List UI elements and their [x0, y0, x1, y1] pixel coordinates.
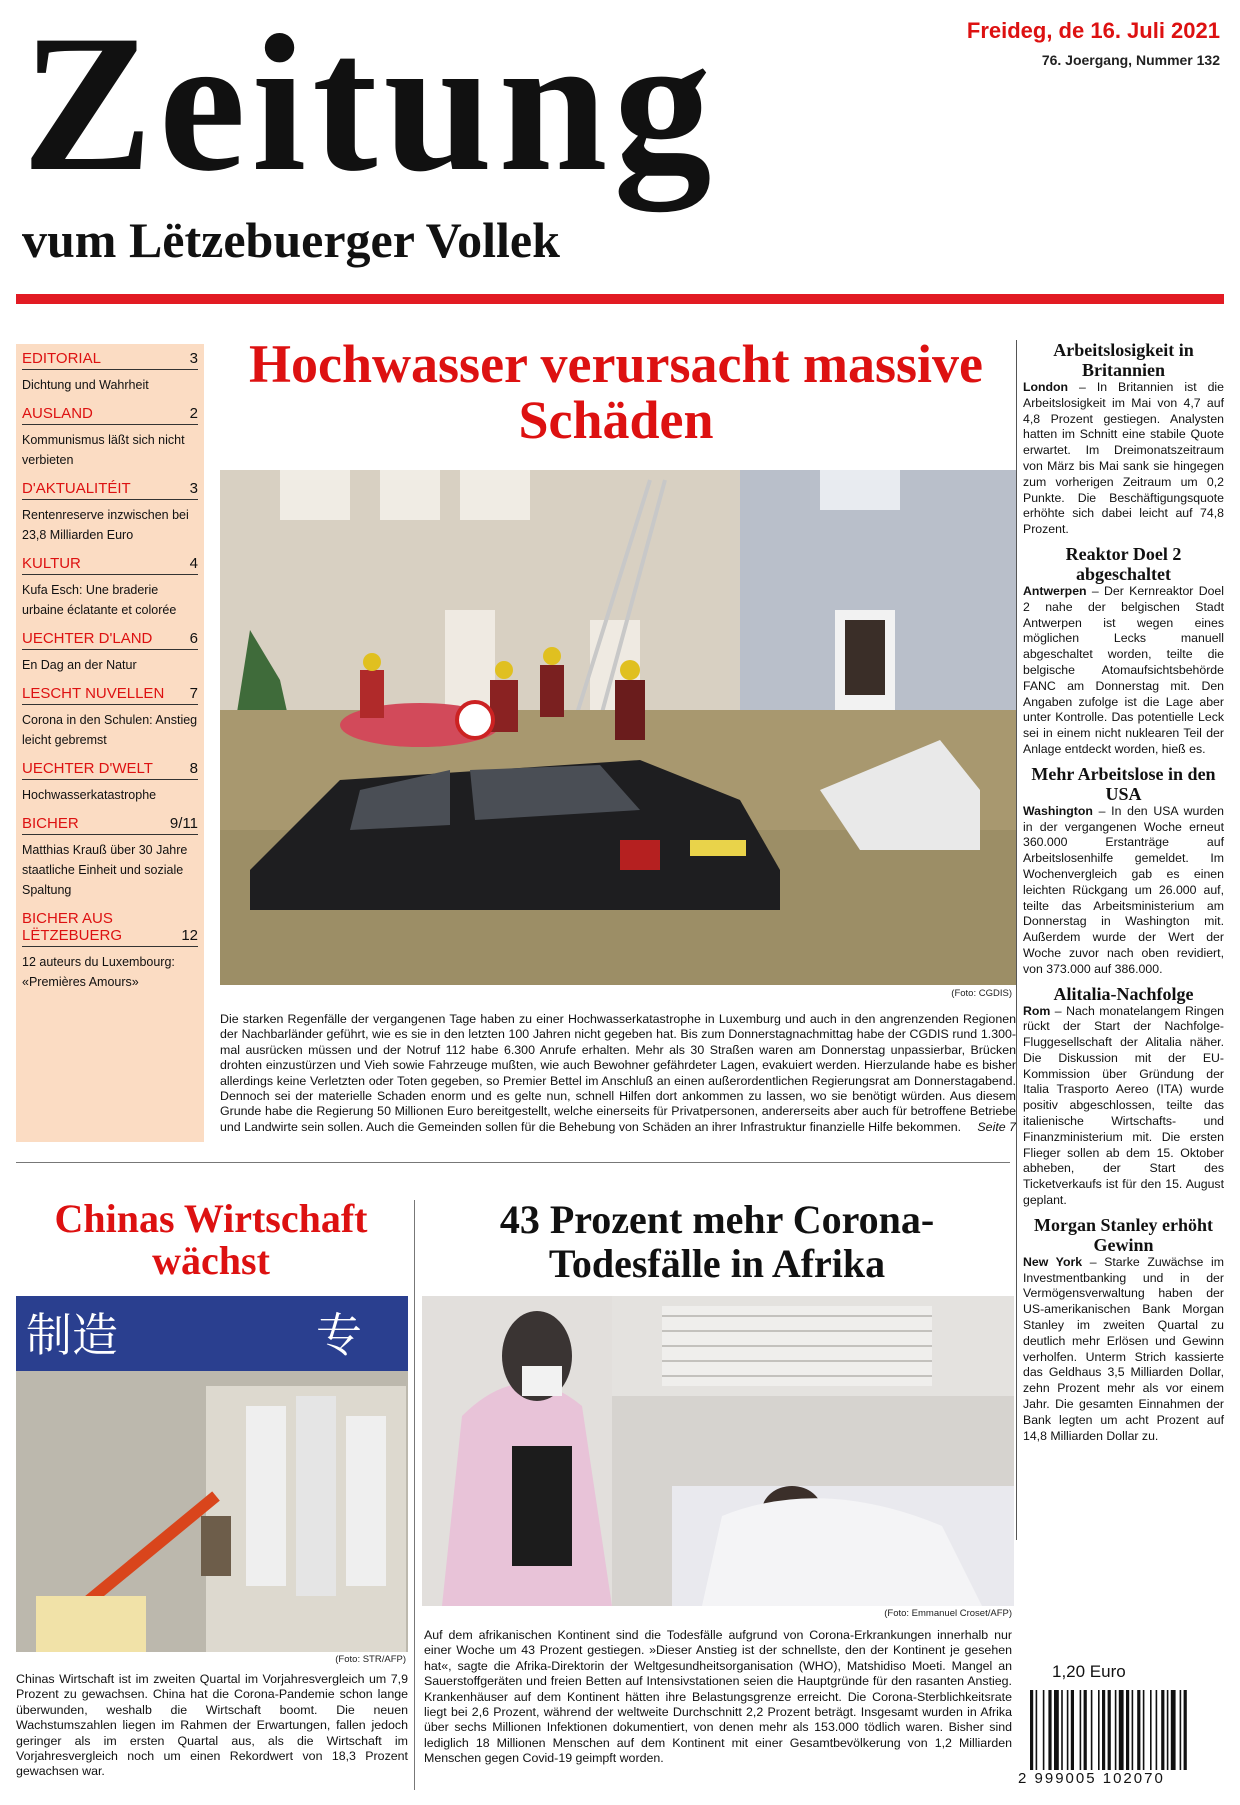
index-section: AUSLAND	[22, 405, 93, 422]
contents-index	[16, 344, 204, 1142]
lead-body	[220, 1012, 1016, 1135]
china-headline[interactable]: Chinas Wirtschaft wächst	[54, 1196, 368, 1283]
index-teaser: 12 auteurs du Luxembourg: «Premières Amours»	[22, 955, 175, 989]
news-briefs-column	[1016, 340, 1224, 1540]
brief-dateline: Rom	[1023, 1003, 1051, 1018]
brief-text: – Der Kernreaktor Doel 2 nahe der belgischen Stadt Antwerpen ist wegen eines möglichen Lecks manuell abgeschaltet worden, teilte die belgische Atomaufsichtsbehörde FANC am Donnerstag mit. Den Angaben zufolge ist die Lage aber unter Kontrolle. Das potentielle Leck sei in einem nicht nuklearen Teil der Anlage entdeckt worden, hieß es.	[1023, 583, 1224, 756]
brief-dateline: London	[1023, 380, 1069, 394]
column-divider	[414, 1200, 415, 1790]
brief-dateline: New York	[1023, 1254, 1083, 1269]
index-page: 3	[189, 350, 198, 367]
masthead-divider	[16, 294, 1224, 304]
index-page: 6	[189, 630, 198, 647]
lead-photo-credit: (Foto: CGDIS)	[951, 988, 1012, 999]
newspaper-title: Zeitung	[22, 0, 718, 212]
brief-item[interactable]	[1023, 340, 1224, 538]
issue-number: 76. Joergang, Nummer 132	[1041, 52, 1220, 68]
brief-title: Morgan Stanley erhöht Gewinn	[1034, 1214, 1213, 1255]
lead-headline[interactable]: Hochwasser verursacht massive Schäden	[249, 334, 983, 450]
index-item[interactable]	[22, 403, 198, 470]
africa-headline[interactable]: 43 Prozent mehr Corona-Todesfälle in Afrika	[499, 1197, 935, 1286]
brief-text: – Starke Zuwächse im Investmentbanking und in der Vermögensverwaltung haben der US-amerikanischen Bank Morgan Stanley im zweiten Quartal zu deutlich mehr Erlösen und Gewinn verholfen. Unterm Strich kassierte das Geldhaus 3,5 Milliarden Dollar, zehn Prozent mehr als vor einem Jahr. Die gesamten Einnahmen der Bank legten um acht Prozent auf 14,8 Milliarden Dollar zu.	[1023, 1254, 1224, 1443]
index-section: UECHTER D'LAND	[22, 630, 153, 647]
barcode-number: 2 999005 102070	[1018, 1770, 1165, 1787]
brief-item[interactable]	[1023, 984, 1224, 1209]
masthead	[0, 0, 1240, 310]
africa-hospital-photo	[422, 1296, 1014, 1606]
africa-body: Auf dem afrikanischen Kontinent sind die Todesfälle aufgrund von Corona-Erkrankungen innerhalb nur einer Woche um 43 Prozent gestiegen. »Dieser Anstieg ist der schnellste, den der Kontinent je gesehen hat«, sagte die Afrika-Direktorin der Weltgesundheitsorganisation (WHO), Matshidiso Moeti. Mangel an Sauerstoffgeräten und freien Betten auf Intensivstationen seien die Hauptgründe für den rasanten Anstieg. Krankenhäuser auf dem Kontinent hätten ihre Belastungsgrenze erreicht. Die Corona-Sterblichkeitsrate liegt bei 2,6 Prozent, während der weltweite Durchschnitt 2,2 Prozent beträgt. Insgesamt wurden in Afrika über sechs Millionen Infektionen dokumentiert, von denen mehr als 153.000 tödlich waren. Bisher sind lediglich 18 Millionen Menschen auf dem Kontinent mit einer Gesamtbevölkerung von 1,2 Milliarden Menschen gegen Covid-19 geimpft worden.	[424, 1628, 1012, 1766]
brief-dateline: Antwerpen	[1023, 583, 1087, 598]
index-section: D'AKTUALITÉIT	[22, 480, 131, 497]
svg-text:专: 专	[316, 1308, 362, 1362]
index-page: 3	[189, 480, 198, 497]
continued-reference[interactable]: Seite 7	[977, 1119, 1016, 1134]
index-page: 7	[189, 685, 198, 702]
brief-text: – Nach monatelangem Ringen rückt der Start der Nachfolge-Fluggesellschaft der Alitalia näher. Die Diskussion mit der EU-Kommission über Gründung der Italia Trasporto Aereo (ITA) wurde positiv abgeschlossen, teilte das italienische Wirtschafts- und Finanzministerium mit. Die ersten Flieger sollen ab dem 15. Oktober abheben, der Start des Ticketverkaufs ist für den 15. August geplant.	[1023, 1003, 1224, 1208]
lead-body-text: Die starken Regenfälle der vergangenen Tage haben zu einer Hochwasserkatastrophe in Luxemburg und auch in den angrenzenden Regionen der Nachbarländer geführt, wie es sie in den letzten 100 Jahren nicht gegeben hat. Bis zum Donnerstagnachmittag habe der CGDIS rund 1.300-mal ausrücken müssen und der Notruf 112 habe 6.300 Anrufe erhalten. Mehr als 30 Straßen waren am Donnerstag unpassierbar, Brücken drohten einzustürzen und Vieh sowie Fahrzeuge mußten, wie auch Bewohner gefährdeter Lagen, evakuiert werden. Hierzulande habe es bisher allerdings keine Verletzten oder Toten gegeben, so Premier Bettel im Anschluß an einen außerordentlichen Regierungsrat am Donnerstagabend. Dennoch sei der materielle Schaden enorm und es gelte nun, schnell Hilfen dort ankommen zu lassen, wo sie benötigt würden. Aus diesem Grunde habe die Regierung 50 Millionen Euro bereitgestellt, welche einerseits für Privatpersonen, andererseits aber auch für betroffene Betriebe und Landwirte sein sollen. Auch die Gemeinden sollen für die Behebung von Schäden an ihrer Infrastruktur finanzielle Hilfe bekommen.	[220, 1012, 1016, 1134]
index-item[interactable]	[22, 348, 198, 395]
index-section: EDITORIAL	[22, 350, 101, 367]
index-teaser: Dichtung und Wahrheit	[22, 378, 149, 392]
index-section: BICHER	[22, 815, 79, 832]
index-item[interactable]	[22, 478, 198, 545]
index-item[interactable]	[22, 683, 198, 750]
africa-photo-credit: (Foto: Emmanuel Croset/AFP)	[884, 1608, 1012, 1619]
index-teaser: Rentenreserve inzwischen bei 23,8 Milliarden Euro	[22, 508, 189, 542]
index-item[interactable]	[22, 553, 198, 620]
index-section: BICHER AUS LËTZEBUERG	[22, 910, 123, 944]
brief-title: Arbeitslosigkeit in Britannien	[1053, 340, 1194, 380]
index-section: UECHTER D'WELT	[22, 760, 153, 777]
brief-text: – In den USA wurden in der vergangenen Woche erneut 360.000 Erstanträge auf Arbeitslosenhilfe gemeldet. Im Wochenvergleich gab es einen leichten Rückgang um 26.000 auf, teilte das Arbeitsministerium am Donnerstag in Washington mit. Außerdem wurde der Wert der Woche zuvor nach oben revidiert, von 373.000 auf 386.000.	[1023, 803, 1224, 976]
brief-title: Alitalia-Nachfolge	[1053, 983, 1194, 1004]
brief-item[interactable]	[1023, 544, 1224, 758]
brief-text: – In Britannien ist die Arbeitslosigkeit im Mai von 4,7 auf 4,8 Prozent gestiegen. Analysten hatten im Schnitt eine stabile Quote erwartet. Im Dreimonatszeitraum von März bis Mai sank sie hingegen zum vorherigen Zeitraum um 0,2 Punkte. Die Beschäftigungsquote erhöhte sich dabei leicht auf 74,8 Prozent.	[1023, 380, 1224, 537]
issue-date: Freideg, de 16. Juli 2021	[966, 18, 1220, 43]
newspaper-subtitle: vum Lëtzebuerger Vollek	[22, 212, 560, 268]
brief-item[interactable]	[1023, 764, 1224, 978]
index-item[interactable]	[22, 813, 198, 900]
index-teaser: Kommunismus läßt sich nicht verbieten	[22, 433, 185, 467]
china-body: Chinas Wirtschaft ist im zweiten Quartal im Vorjahresvergleich um 7,9 Prozent zu gewachsen. China hat die Corona-Pandemie schon lange überwunden, weshalb die Wirtschaft boomt. Die neuen Wachstumszahlen liegen im Rahmen der Erwartungen, fallen jedoch geringer als im ersten Quartal aus, als die Wirtschaft im Vorjahresvergleich noch um einen Rekordwert von 18,3 Prozent gewachsen war.	[16, 1672, 408, 1779]
index-section: LESCHT NUVELLEN	[22, 685, 165, 702]
index-page: 9/11	[169, 815, 198, 832]
index-item[interactable]	[22, 908, 198, 992]
price-label: 1,20 Euro	[1052, 1662, 1126, 1681]
index-page: 8	[189, 760, 198, 777]
index-item[interactable]	[22, 628, 198, 675]
index-section: KULTUR	[22, 555, 81, 572]
index-teaser: Matthias Krauß über 30 Jahre staatliche Einheit und soziale Spaltung	[22, 843, 188, 897]
index-teaser: Kufa Esch: Une braderie urbaine éclatante et colorée	[22, 583, 177, 617]
svg-text:制造: 制造	[26, 1308, 118, 1362]
index-item[interactable]	[22, 758, 198, 805]
index-teaser: Hochwasserkatastrophe	[22, 788, 157, 802]
index-page: 4	[189, 555, 198, 572]
index-page: 12	[181, 927, 198, 944]
china-photo-credit: (Foto: STR/AFP)	[335, 1654, 406, 1665]
index-page: 2	[189, 405, 198, 422]
barcode-icon	[1028, 1690, 1224, 1772]
brief-title: Reaktor Doel 2 abgeschaltet	[1065, 543, 1182, 584]
china-factory-photo	[16, 1296, 408, 1652]
brief-dateline: Washington	[1023, 803, 1093, 818]
brief-title: Mehr Arbeitslose in den USA	[1031, 763, 1216, 804]
flood-photo	[220, 470, 1016, 985]
index-teaser: Corona in den Schulen: Anstieg leicht gebremst	[22, 713, 198, 747]
section-divider	[16, 1162, 1010, 1163]
brief-item[interactable]	[1023, 1215, 1224, 1445]
index-teaser: En Dag an der Natur	[22, 658, 137, 672]
